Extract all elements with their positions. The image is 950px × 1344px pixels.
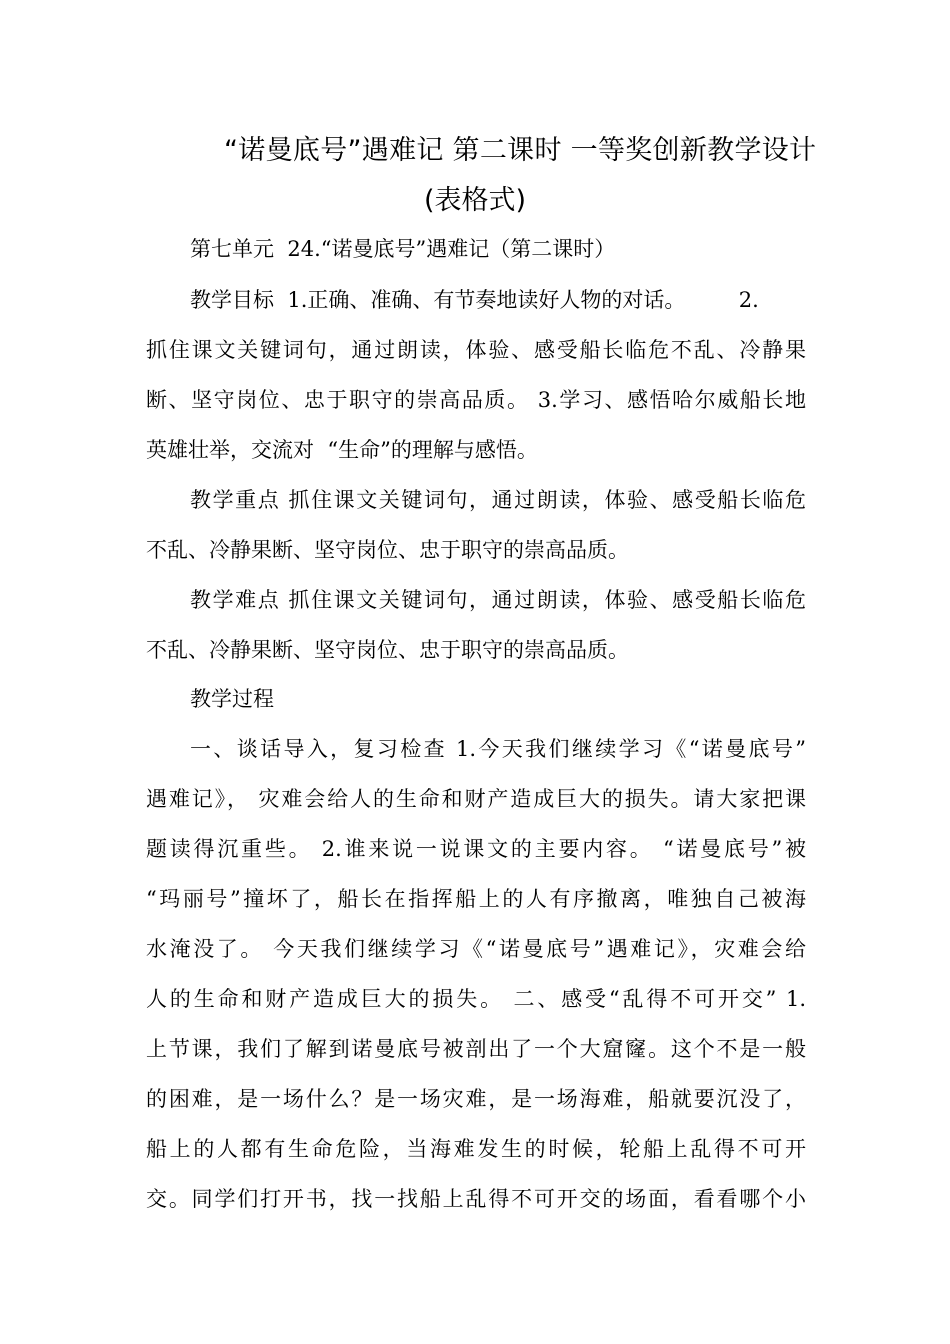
teaching-difficulty-line: 教学难点 抓住课文关键词句，通过朗读，体验、感受船长临危 xyxy=(190,588,806,612)
teaching-process-heading: 教学过程 xyxy=(190,687,274,711)
body-line: 水淹没了。 今天我们继续学习《“诺曼底号”遇难记》，灾难会给 xyxy=(146,937,806,961)
teaching-difficulty-line: 不乱、冷静果断、坚守岗位、忠于职守的崇高品质。 xyxy=(146,638,629,662)
teaching-focus-line: 不乱、冷静果断、坚守岗位、忠于职守的崇高品质。 xyxy=(146,538,629,562)
teaching-goals-line: 断、坚守岗位、忠于职守的崇高品质。 3.学习、感悟哈尔威船长地 xyxy=(146,388,806,412)
body-line: 船上的人都有生命危险，当海难发生的时候，轮船上乱得不可开 xyxy=(146,1137,806,1161)
document-title: “诺曼底号”遇难记 第二课时 一等奖创新教学设计 xyxy=(224,135,817,166)
teaching-goals-line: 英雄壮举，交流对 “生命”的理解与感悟。 xyxy=(146,438,538,462)
body-line: “玛丽号”撞坏了，船长在指挥船上的人有序撤离，唯独自己被海 xyxy=(146,887,806,911)
body-line: 的困难，是一场什么？是一场灾难，是一场海难，船就要沉没了， xyxy=(146,1087,806,1111)
body-line: 遇难记》， 灾难会给人的生命和财产造成巨大的损失。请大家把课 xyxy=(146,787,806,811)
unit-heading: 第七单元 24.“诺曼底号”遇难记（第二课时） xyxy=(190,237,616,261)
body-line: 上节课，我们了解到诺曼底号被剖出了一个大窟窿。这个不是一般 xyxy=(146,1037,806,1061)
body-line: 人的生命和财产造成巨大的损失。 二、感受“乱得不可开交” 1. xyxy=(146,987,806,1011)
body-line: 一、谈话导入，复习检查 1.今天我们继续学习《“诺曼底号” xyxy=(190,737,806,761)
body-line: 题读得沉重些。 2.谁来说一说课文的主要内容。 “诺曼底号”被 xyxy=(146,837,806,861)
teaching-goals-line: 教学目标 1.正确、准确、有节奏地读好人物的对话。 2. xyxy=(190,288,759,312)
body-line: 交。同学们打开书，找一找船上乱得不可开交的场面，看看哪个小 xyxy=(146,1187,806,1211)
teaching-focus-line: 教学重点 抓住课文关键词句，通过朗读，体验、感受船长临危 xyxy=(190,488,806,512)
teaching-goals-line: 抓住课文关键词句，通过朗读，体验、感受船长临危不乱、冷静果 xyxy=(146,338,806,362)
document-subtitle: (表格式) xyxy=(424,185,527,216)
